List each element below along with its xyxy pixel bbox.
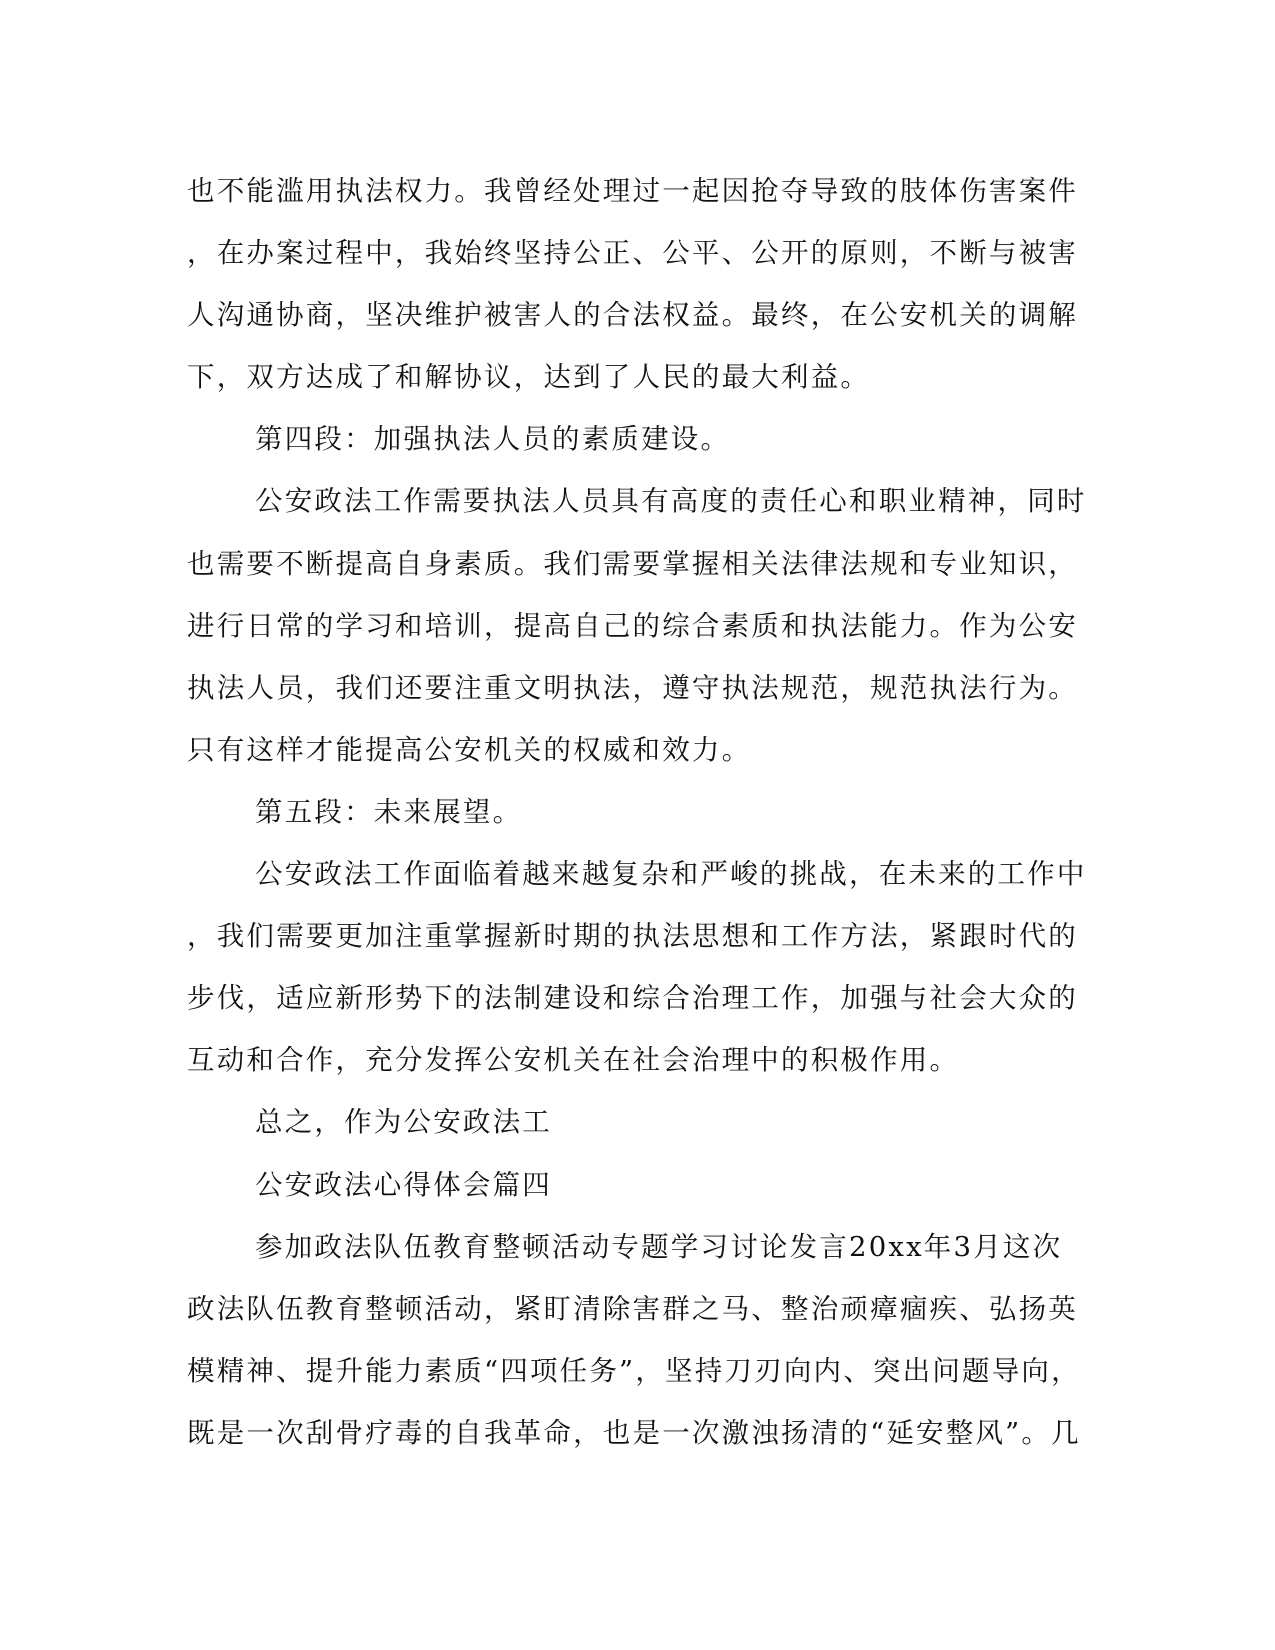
text-line: 第五段：未来展望。 — [255, 795, 523, 828]
text-line: 总之，作为公安政法工 — [255, 1106, 552, 1139]
document-body — [187, 160, 1087, 1464]
text-line: 既是一次刮骨疗毒的自我革命，也是一次激浊扬清的“延安整风”。几 — [187, 1416, 1081, 1449]
text-line: 公安政法工作需要执法人员具有高度的责任心和职业精神，同时 — [255, 485, 1087, 518]
text-line: ，在办案过程中，我始终坚持公正、公平、公开的原则，不断与被害 — [187, 237, 1078, 270]
text-line: 公安政法心得体会篇四 — [255, 1168, 552, 1201]
text-line: 参加政法队伍教育整顿活动专题学习讨论发言20xx年3月这次 — [255, 1230, 1063, 1263]
text-line: 人沟通协商，坚决维护被害人的合法权益。最终，在公安机关的调解 — [187, 299, 1078, 332]
text-line: 模精神、提升能力素质“四项任务”，坚持刀刃向内、突出问题导向， — [187, 1354, 1081, 1387]
text-line: 政法队伍教育整顿活动，紧盯清除害群之马、整治顽瘴痼疾、弘扬英 — [187, 1292, 1078, 1325]
text-line: ，我们需要更加注重掌握新时期的执法思想和工作方法，紧跟时代的 — [187, 920, 1078, 953]
text-line: 进行日常的学习和培训，提高自己的综合素质和执法能力。作为公安 — [187, 609, 1078, 642]
text-line: 步伐，适应新形势下的法制建设和综合治理工作，加强与社会大众的 — [187, 982, 1078, 1015]
text-line: 公安政法工作面临着越来越复杂和严峻的挑战，在未来的工作中 — [255, 858, 1087, 891]
text-line: 第四段：加强执法人员的素质建设。 — [255, 423, 731, 456]
text-line: 也不能滥用执法权力。我曾经处理过一起因抢夺导致的肢体伤害案件 — [187, 175, 1078, 207]
text-line: 也需要不断提高自身素质。我们需要掌握相关法律法规和专业知识， — [187, 547, 1078, 580]
text-line: 执法人员，我们还要注重文明执法，遵守执法规范，规范执法行为。 — [187, 671, 1078, 704]
text-line: 下，双方达成了和解协议，达到了人民的最大利益。 — [187, 361, 871, 394]
text-line: 只有这样才能提高公安机关的权威和效力。 — [187, 733, 752, 766]
text-line: 互动和合作，充分发挥公安机关在社会治理中的积极作用。 — [187, 1044, 960, 1077]
